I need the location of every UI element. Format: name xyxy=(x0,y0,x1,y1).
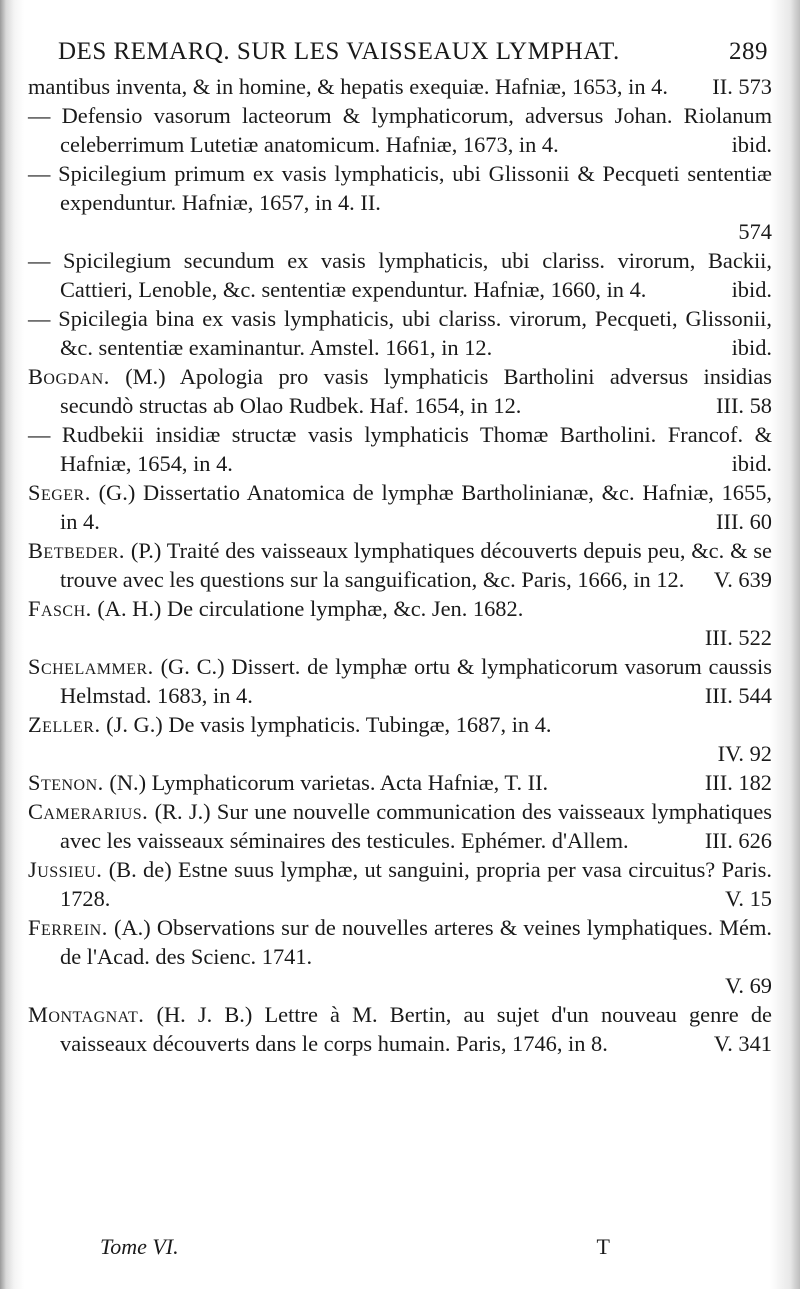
volume-reference: ibid. xyxy=(731,132,772,157)
author-name: Seger. xyxy=(28,480,91,505)
volume-reference: 574 xyxy=(738,219,772,244)
volume-reference: III. 626 xyxy=(704,828,772,853)
bibliography-entry: mantibus inventa, & in homine, & hepatis exequiæ. Hafniæ, 1653, in 4. II. 573 xyxy=(28,74,772,99)
volume-reference: III. 58 xyxy=(716,393,772,418)
bibliography-entry: Fasch. (A. H.) De circulatione lymphæ, &c. Jen. 1682. III. 522 xyxy=(28,596,772,650)
bibliography-entry: Bogdan. (M.) Apologia pro vasis lymphaticis Bartholini adversus insidias secundò structas ab Olao Rudbek. Haf. 1654, in 12. III. 58 xyxy=(28,364,772,418)
volume-reference: ibid. xyxy=(731,451,772,476)
bibliography-entry: Betbeder. (P.) Traité des vaisseaux lymphatiques découverts depuis peu, &c. & se trouve avec les questions sur la sanguification, &c. Paris, 1666, in 12. V. 639 xyxy=(28,538,772,592)
author-name: Camerarius. xyxy=(28,799,149,824)
author-name: Jussieu. xyxy=(28,857,103,882)
bibliography-entry: Schelammer. (G. C.) Dissert. de lymphæ ortu & lymphaticorum vasorum caussis Helmstad. 1683, in 4. III. 544 xyxy=(28,654,772,708)
author-name: Stenon. xyxy=(28,770,104,795)
bibliography-entry: Seger. (G.) Dissertatio Anatomica de lymphæ Bartholinianæ, &c. Hafniæ, 1655, in 4. III. 60 xyxy=(28,480,772,534)
volume-reference: III. 60 xyxy=(716,509,772,534)
bibliography-entry: Jussieu. (B. de) Estne suus lymphæ, ut sanguini, propria per vasa circuitus? Paris. 1728. V. 15 xyxy=(28,857,772,911)
author-name: Zeller. xyxy=(28,712,101,737)
volume-reference: V. 69 xyxy=(725,973,772,998)
author-name: Betbeder. xyxy=(28,538,126,563)
bibliography-entry: Ferrein. (A.) Observations sur de nouvelles arteres & veines lymphatiques. Mém. de l'Acad. des Scienc. 1741. V. 69 xyxy=(28,915,772,998)
bibliography-entry: — Rudbekii insidiæ structæ vasis lymphaticis Thomæ Bartholini. Francof. & Hafniæ, 1654, in 4. ibid. xyxy=(28,422,772,476)
page-number: 289 xyxy=(729,38,768,65)
volume-reference: III. 522 xyxy=(704,625,772,650)
author-name: Fasch. xyxy=(28,596,92,621)
volume-reference: ibid. xyxy=(731,335,772,360)
bibliography-entry: — Spicilegia bina ex vasis lymphaticis, ubi clariss. virorum, Pecqueti, Glissonii, &c. sententiæ examinantur. Amstel. 1661, in 12. ibid. xyxy=(28,306,772,360)
running-title: DES REMARQ. SUR LES VAISSEAUX LYMPHAT. xyxy=(58,38,620,65)
author-name: Ferrein. xyxy=(28,915,108,940)
bibliography-list xyxy=(28,72,772,1058)
bibliography-entry: Montagnat. (H. J. B.) Lettre à M. Bertin, au sujet d'un nouveau genre de vaisseaux découverts dans le corps humain. Paris, 1746, in 8. V. 341 xyxy=(28,1002,772,1056)
bibliography-entry: — Spicilegium primum ex vasis lymphaticis, ubi Glissonii & Pecqueti sententiæ expenduntur. Hafniæ, 1657, in 4. II. 574 xyxy=(28,161,772,244)
bibliography-entry: — Spicilegium secundum ex vasis lymphaticis, ubi clariss. virorum, Backii, Cattieri, Lenoble, &c. sententiæ expenduntur. Hafniæ, 1660, in 4. ibid. xyxy=(28,248,772,302)
volume-reference: III. 544 xyxy=(704,683,772,708)
bibliography-entry: — Defensio vasorum lacteorum & lymphaticorum, adversus Johan. Riolanum celeberrimum Lutetiæ anatomicum. Hafniæ, 1673, in 4. ibid. xyxy=(28,103,772,157)
volume-reference: V. 639 xyxy=(713,567,772,592)
author-name: Montagnat. xyxy=(28,1002,145,1027)
signature-mark: T xyxy=(596,1234,610,1259)
page-footer xyxy=(0,1234,800,1260)
volume-label: Tome VI. xyxy=(100,1234,179,1259)
volume-reference: V. 341 xyxy=(713,1031,772,1056)
volume-reference: IV. 92 xyxy=(717,741,772,766)
author-name: Bogdan. xyxy=(28,364,110,389)
bibliography-entry: Stenon. (N.) Lymphaticorum varietas. Acta Hafniæ, T. II. III. 182 xyxy=(28,770,772,795)
volume-reference: V. 15 xyxy=(725,886,772,911)
bibliography-entry: Camerarius. (R. J.) Sur une nouvelle communication des vaisseaux lymphatiques avec les vaisseaux séminaires des testicules. Ephémer. d'Allem. III. 626 xyxy=(28,799,772,853)
bibliography-entry: Zeller. (J. G.) De vasis lymphaticis. Tubingæ, 1687, in 4. IV. 92 xyxy=(28,712,772,766)
author-name: Schelammer. xyxy=(28,654,154,679)
volume-reference: III. 182 xyxy=(704,770,772,795)
volume-reference: ibid. xyxy=(731,277,772,302)
volume-reference: II. 573 xyxy=(712,74,772,99)
running-header xyxy=(58,38,768,72)
